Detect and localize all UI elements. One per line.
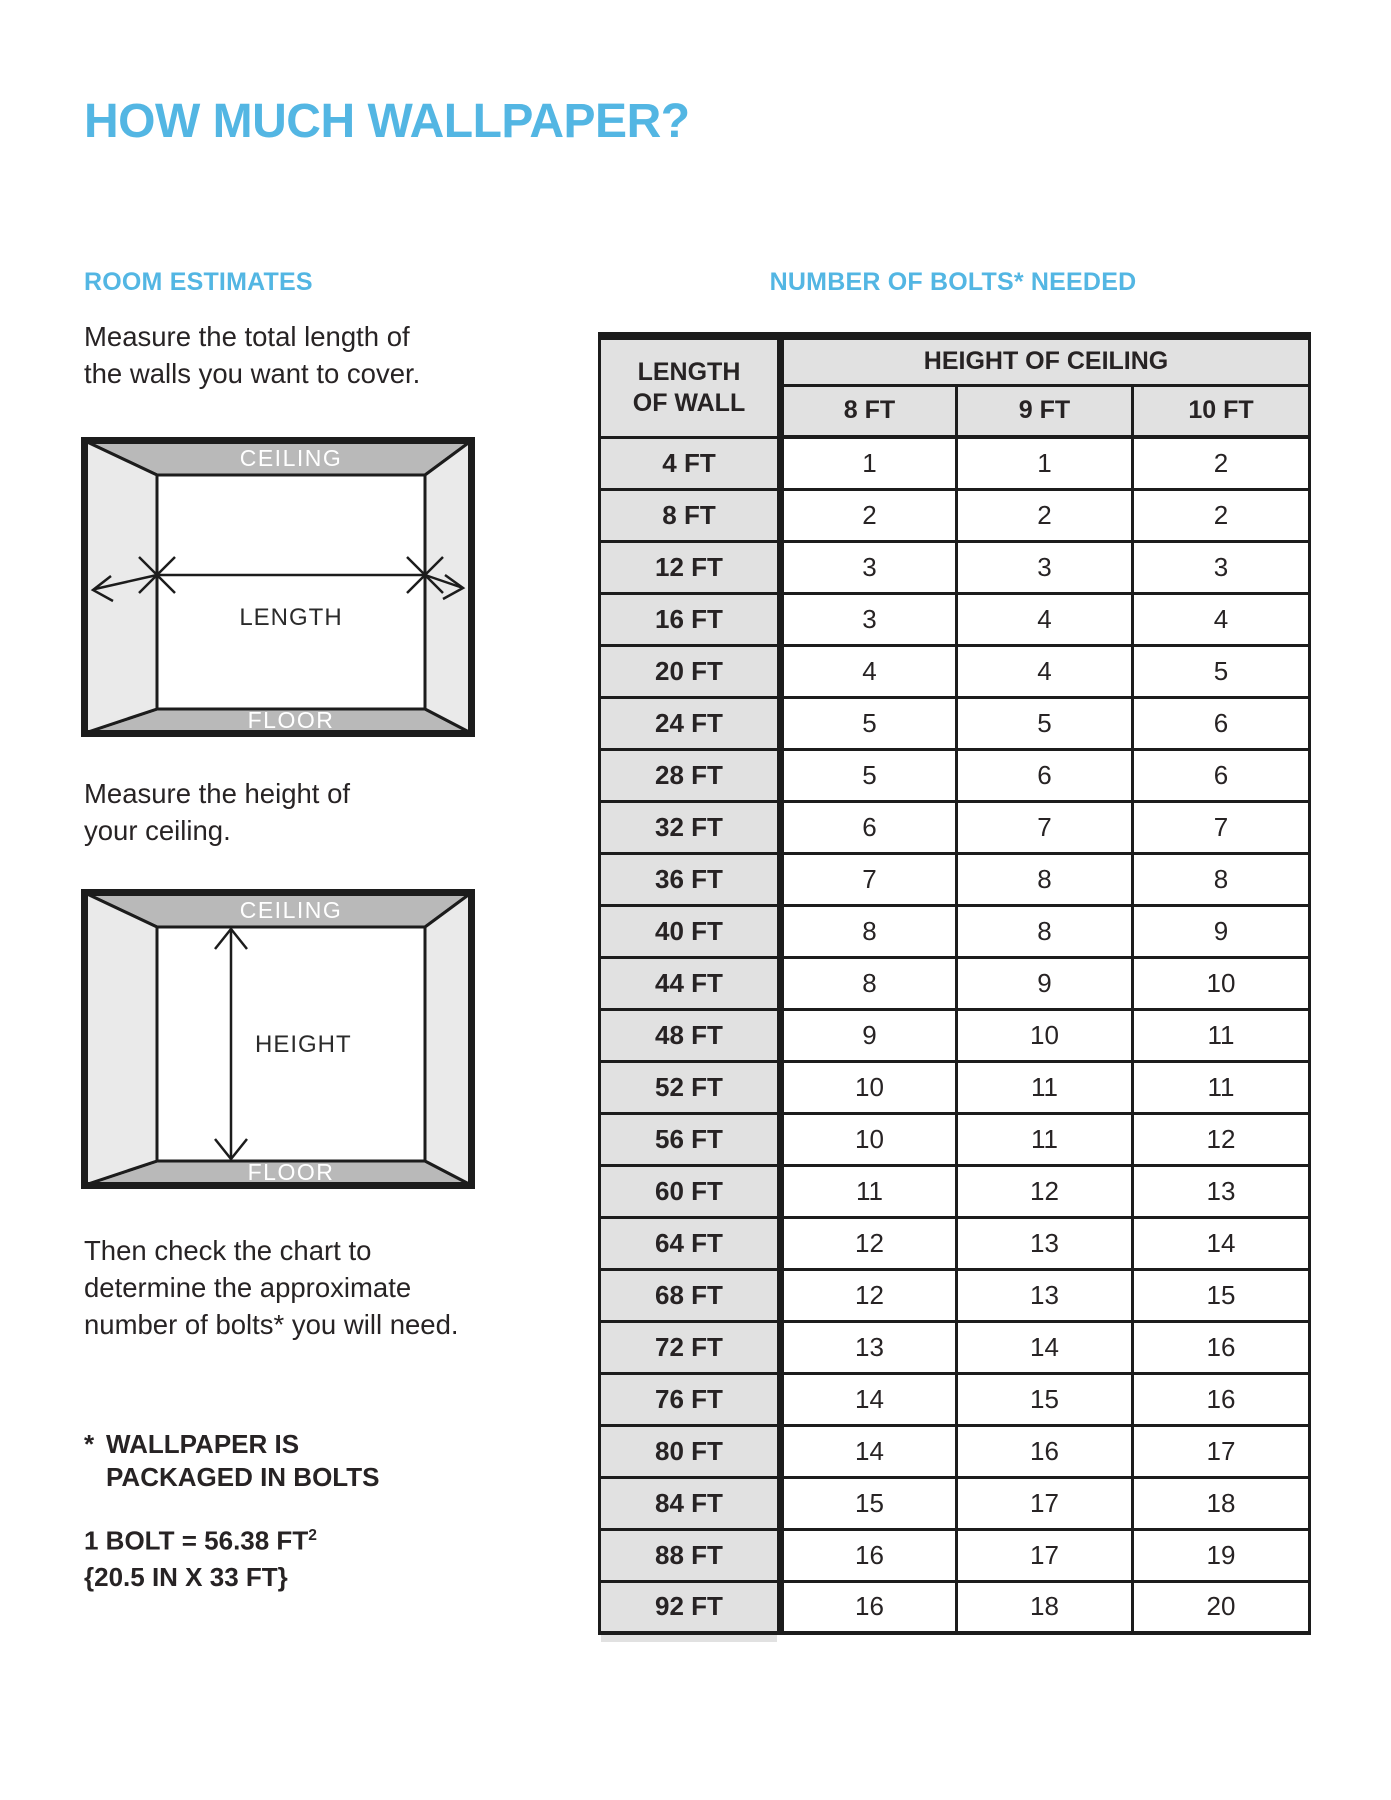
bolt-count-cell: 17 [957, 1529, 1133, 1581]
ceiling-label: CEILING [239, 445, 343, 471]
bolt-count-cell: 14 [957, 1321, 1133, 1373]
bolt-count-cell: 16 [957, 1425, 1133, 1477]
bolt-count-cell: 16 [781, 1581, 957, 1633]
bolt-count-cell: 14 [1133, 1217, 1310, 1269]
bolt-count-cell: 10 [781, 1061, 957, 1113]
bolt-count-cell: 17 [957, 1477, 1133, 1529]
table-row [600, 1113, 1310, 1165]
bolt-count-cell: 15 [957, 1373, 1133, 1425]
bolt-dimensions: {20.5 IN X 33 FT} [84, 1561, 288, 1592]
wall-length-cell: 52 FT [600, 1061, 781, 1113]
wall-length-cell: 68 FT [600, 1269, 781, 1321]
step3-text [84, 1232, 459, 1343]
table-row [600, 645, 1310, 697]
bolt-size-info [84, 1518, 317, 1595]
room-estimates-heading: ROOM ESTIMATES [84, 268, 313, 296]
bolt-count-cell: 3 [781, 541, 957, 593]
bolt-count-cell: 16 [781, 1529, 957, 1581]
table-row [600, 1477, 1310, 1529]
squared-superscript: 2 [308, 1527, 317, 1544]
bolt-count-cell: 19 [1133, 1529, 1310, 1581]
table-row [600, 1425, 1310, 1477]
bolt-count-cell: 17 [1133, 1425, 1310, 1477]
ceiling-8ft-header: 8 FT [781, 385, 957, 437]
bolt-table-body [600, 437, 1310, 1633]
wall-length-cell: 40 FT [600, 905, 781, 957]
ceiling-9ft-header: 9 FT [957, 385, 1133, 437]
bolt-equation: 1 BOLT = 56.38 $FT^2$ [84, 1525, 317, 1556]
wall-length-cell: 60 FT [600, 1165, 781, 1217]
bolt-count-cell: 5 [1133, 645, 1310, 697]
table-row [600, 437, 1310, 489]
bolt-count-cell: 5 [957, 697, 1133, 749]
bolt-count-cell: 8 [781, 957, 957, 1009]
bolt-count-cell: 12 [1133, 1113, 1310, 1165]
table-row [600, 749, 1310, 801]
left-wall-panel [85, 893, 157, 1185]
bolts-table-wrap [598, 332, 1310, 1642]
table-row [600, 1165, 1310, 1217]
bolt-count-cell: 4 [781, 645, 957, 697]
footnote-line1: WALLPAPER IS [106, 1429, 300, 1459]
wall-length-cell: 20 FT [600, 645, 781, 697]
step2-line2: your ceiling. [84, 815, 231, 846]
bolt-count-cell: 15 [781, 1477, 957, 1529]
step3-line3: number of bolts* you will need. [84, 1309, 459, 1340]
table-row [600, 1061, 1310, 1113]
length-measure-label: LENGTH [239, 604, 343, 631]
wall-length-cell: 44 FT [600, 957, 781, 1009]
table-row [600, 1269, 1310, 1321]
bolt-count-cell: 2 [1133, 437, 1310, 489]
bolt-count-cell: 12 [781, 1217, 957, 1269]
wall-length-cell: 56 FT [600, 1113, 781, 1165]
bolt-count-cell: 12 [781, 1269, 957, 1321]
bolt-count-cell: 5 [781, 749, 957, 801]
bolt-count-cell: 13 [957, 1217, 1133, 1269]
bolt-count-cell: 3 [1133, 541, 1310, 593]
bolt-count-cell: 5 [781, 697, 957, 749]
step2-line1: Measure the height of [84, 778, 351, 809]
table-row [600, 593, 1310, 645]
floor-label: FLOOR [247, 1159, 335, 1185]
table-row [600, 697, 1310, 749]
bolt-count-cell: 11 [957, 1113, 1133, 1165]
page-title: HOW MUCH WALLPAPER? [84, 95, 690, 149]
bolt-count-cell: 15 [1133, 1269, 1310, 1321]
wall-length-cell: 12 FT [600, 541, 781, 593]
table-row [600, 489, 1310, 541]
step3-line1: Then check the chart to [84, 1235, 372, 1266]
bolt-count-cell: 8 [957, 905, 1133, 957]
bolt-count-cell: 13 [1133, 1165, 1310, 1217]
bolt-count-cell: 13 [781, 1321, 957, 1373]
asterisk-marker: * [84, 1429, 95, 1459]
bolt-count-cell: 18 [957, 1581, 1133, 1633]
bolt-count-cell: 20 [1133, 1581, 1310, 1633]
table-row [600, 957, 1310, 1009]
table-row [600, 1321, 1310, 1373]
table-row [600, 541, 1310, 593]
bolt-count-cell: 14 [781, 1373, 957, 1425]
bolt-count-cell: 11 [781, 1165, 957, 1217]
bolt-count-cell: 4 [1133, 593, 1310, 645]
bolt-count-cell: 1 [957, 437, 1133, 489]
right-wall-panel [425, 441, 471, 733]
wall-length-cell: 84 FT [600, 1477, 781, 1529]
bolts-table [598, 332, 1311, 1635]
bolt-count-cell: 11 [1133, 1061, 1310, 1113]
height-measure-label: HEIGHT [255, 1031, 352, 1058]
bolt-count-cell: 4 [957, 593, 1133, 645]
bolt-count-cell: 8 [781, 905, 957, 957]
wall-length-cell: 72 FT [600, 1321, 781, 1373]
bolt-count-cell: 2 [781, 489, 957, 541]
wall-length-cell: 24 FT [600, 697, 781, 749]
wall-length-cell: 64 FT [600, 1217, 781, 1269]
wall-length-cell: 28 FT [600, 749, 781, 801]
wall-length-cell: 36 FT [600, 853, 781, 905]
table-row [600, 1009, 1310, 1061]
height-diagram [81, 889, 475, 1189]
table-row [600, 853, 1310, 905]
table-header-row-1 [600, 336, 1310, 385]
footnote-line2: PACKAGED IN BOLTS [106, 1462, 380, 1492]
bolt-count-cell: 8 [957, 853, 1133, 905]
wall-length-cell: 4 FT [600, 437, 781, 489]
step2-text [84, 775, 350, 849]
table-row [600, 1217, 1310, 1269]
bolt-count-cell: 6 [1133, 749, 1310, 801]
bolt-count-cell: 7 [781, 853, 957, 905]
bolt-count-cell: 9 [1133, 905, 1310, 957]
table-row [600, 1581, 1310, 1633]
bolt-count-cell: 9 [957, 957, 1133, 1009]
step3-line2: determine the approximate [84, 1272, 412, 1303]
bolt-count-cell: 7 [1133, 801, 1310, 853]
wall-length-cell: 48 FT [600, 1009, 781, 1061]
table-bottom-tab [601, 1635, 777, 1642]
step1-text [84, 318, 420, 392]
bolt-count-cell: 9 [781, 1009, 957, 1061]
step1-line2: the walls you want to cover. [84, 358, 421, 389]
bolt-count-cell: 18 [1133, 1477, 1310, 1529]
wall-length-cell: 88 FT [600, 1529, 781, 1581]
bolt-count-cell: 11 [957, 1061, 1133, 1113]
bolt-count-cell: 6 [957, 749, 1133, 801]
bolt-count-cell: 6 [1133, 697, 1310, 749]
bolt-count-cell: 2 [1133, 489, 1310, 541]
bolt-count-cell: 7 [957, 801, 1133, 853]
table-row [600, 801, 1310, 853]
wall-length-cell: 80 FT [600, 1425, 781, 1477]
table-row [600, 1373, 1310, 1425]
bolt-count-cell: 12 [957, 1165, 1133, 1217]
bolt-count-cell: 14 [781, 1425, 957, 1477]
table-row [600, 1529, 1310, 1581]
bolt-count-cell: 4 [957, 645, 1133, 697]
length-diagram [81, 437, 475, 737]
bolt-count-cell: 10 [1133, 957, 1310, 1009]
bolt-count-cell: 3 [957, 541, 1133, 593]
bolt-count-cell: 2 [957, 489, 1133, 541]
wall-length-cell: 92 FT [600, 1581, 781, 1633]
back-wall-panel [157, 475, 425, 709]
ceiling-10ft-header: 10 FT [1133, 385, 1310, 437]
bolts-needed-heading: NUMBER OF BOLTS* NEEDED [769, 268, 1137, 296]
wall-length-cell: 32 FT [600, 801, 781, 853]
bolt-count-cell: 10 [781, 1113, 957, 1165]
bolts-footnote [84, 1428, 379, 1494]
right-wall-panel [425, 893, 471, 1185]
wall-length-cell: 8 FT [600, 489, 781, 541]
bolt-count-cell: 8 [1133, 853, 1310, 905]
length-of-wall-header: LENGTH OF WALL [600, 336, 781, 437]
bolt-count-cell: 16 [1133, 1321, 1310, 1373]
wall-length-cell: 76 FT [600, 1373, 781, 1425]
bolt-count-cell: 16 [1133, 1373, 1310, 1425]
ceiling-label: CEILING [239, 897, 343, 923]
bolt-count-cell: 10 [957, 1009, 1133, 1061]
bolt-count-cell: 3 [781, 593, 957, 645]
step1-line1: Measure the total length of [84, 321, 410, 352]
wall-length-cell: 16 FT [600, 593, 781, 645]
bolt-count-cell: 13 [957, 1269, 1133, 1321]
table-row [600, 905, 1310, 957]
height-of-ceiling-header: HEIGHT OF CEILING [781, 336, 1310, 385]
bolt-count-cell: 11 [1133, 1009, 1310, 1061]
floor-label: FLOOR [247, 707, 335, 733]
bolt-count-cell: 6 [781, 801, 957, 853]
bolt-count-cell: 1 [781, 437, 957, 489]
